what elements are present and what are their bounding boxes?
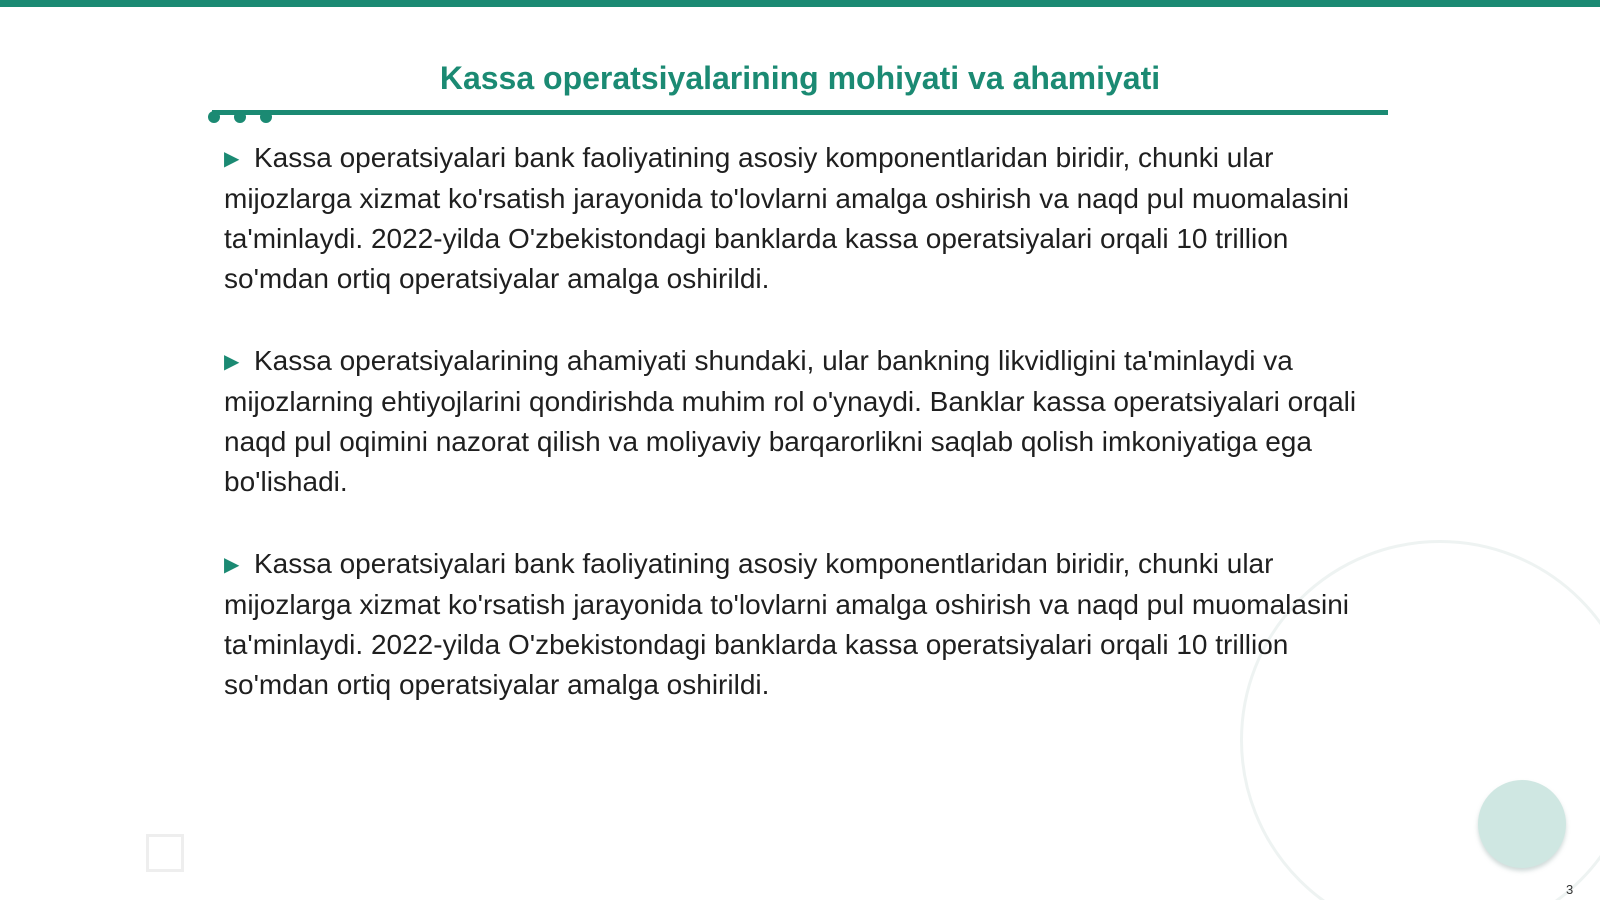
decor-square [146,834,184,872]
bullet-text: Kassa operatsiyalarining ahamiyati shundaki, ular bankning likvidligini ta'minlaydi va mijozlarning ehtiyojlarini qondirishda muhim rol o'ynaydi. Banklar kassa operatsiyalari orqali naqd pul oqimini nazorat qilish va moliyaviy barqarorlikni saqlab qolish imkoniyatiga ega bo'lishadi. [224,345,1357,497]
decor-dot [260,111,272,123]
triangle-right-icon: ▶ [224,554,240,576]
bullet-list [224,138,1384,747]
bullet-text: Kassa operatsiyalari bank faoliyatining asosiy komponentlaridan biridir, chunki ular mijozlarga xizmat ko'rsatish jarayonida to'lovlarni amalga oshirish va naqd pul muomalasini ta'minlaydi. 2022-yilda O'zbekistondagi banklarda kassa operatsiyalari orqali 10 trillion so'mdan ortiq operatsiyalar amalga oshirildi. [224,548,1349,700]
decor-dot [208,111,220,123]
bullet-item [224,341,1384,502]
decor-circle [1478,780,1566,868]
triangle-right-icon: ▶ [224,148,240,170]
page-number: 3 [1566,882,1574,897]
bullet-item [224,138,1384,299]
slide-title: Kassa operatsiyalarining mohiyati va ahamiyati [439,60,1161,96]
top-accent-bar [0,0,1600,7]
bullet-item [224,544,1384,705]
decor-dot [234,111,246,123]
triangle-right-icon: ▶ [224,351,240,373]
title-underline [212,110,1388,115]
bullet-text: Kassa operatsiyalari bank faoliyatining asosiy komponentlaridan biridir, chunki ular mijozlarga xizmat ko'rsatish jarayonida to'lovlarni amalga oshirish va naqd pul muomalasini ta'minlaydi. 2022-yilda O'zbekistondagi banklarda kassa operatsiyalari orqali 10 trillion so'mdan ortiq operatsiyalar amalga oshirildi. [224,142,1349,294]
